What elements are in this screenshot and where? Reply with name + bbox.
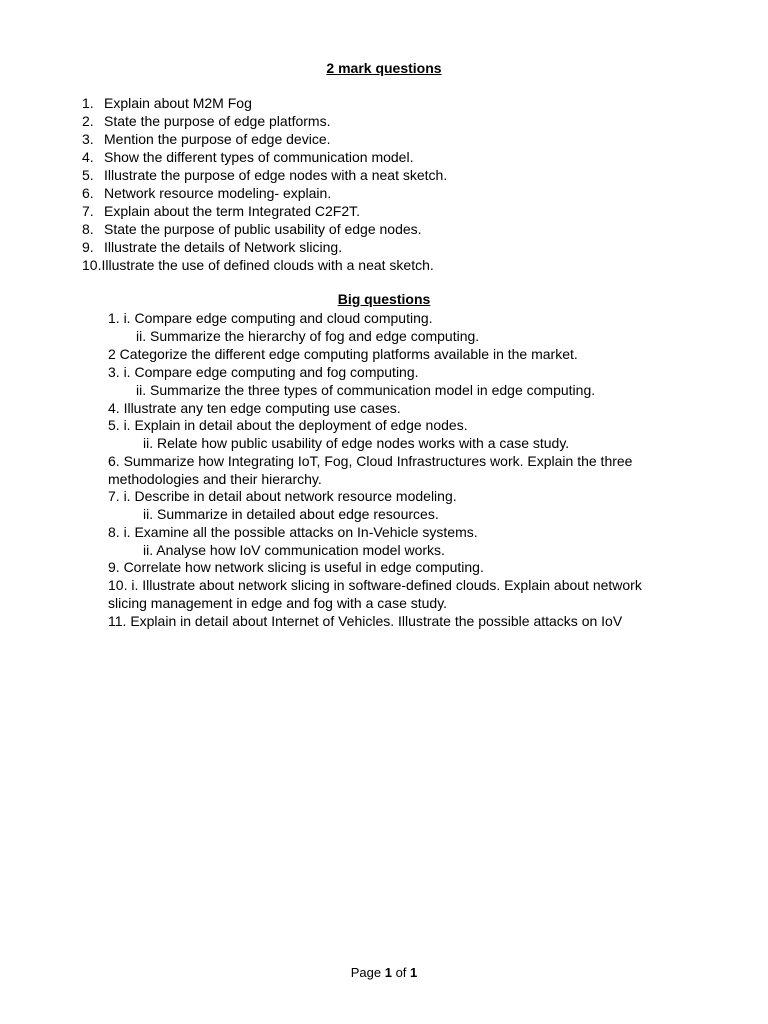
question-line: 10. i. Illustrate about network slicing in software-defined clouds. Explain about network [108, 577, 642, 593]
item-text: Illustrate the purpose of edge nodes with a neat sketch. [104, 167, 448, 183]
item-number: 2. [82, 113, 94, 129]
item-number: 6. [82, 185, 94, 201]
item-number: 5. [82, 167, 94, 183]
page-footer [0, 965, 768, 980]
list-item [82, 238, 342, 256]
item-text: Network resource modeling- explain. [104, 185, 332, 201]
list-item [82, 184, 331, 202]
item-number: 3. [82, 131, 94, 147]
list-item [82, 166, 447, 184]
question-subline: ii. Analyse how IoV communication model works. [143, 542, 445, 558]
big-questions-heading: Big questions [337, 291, 431, 307]
question-line: 5. i. Explain in detail about the deployment of edge nodes. [108, 417, 468, 433]
item-text: Explain about the term Integrated C2F2T. [104, 203, 361, 219]
question-line: 9. Correlate how network slicing is useful in edge computing. [108, 559, 484, 575]
question-line-continued: slicing management in edge and fog with a case study. [108, 595, 448, 611]
page-total: 1 [410, 965, 418, 980]
item-text: Show the different types of communication model. [104, 149, 414, 165]
list-item [82, 148, 413, 166]
item-number: 10. [82, 257, 102, 273]
list-item [82, 94, 252, 112]
item-number: 8. [82, 221, 94, 237]
of-word: of [395, 965, 407, 980]
question-line: 3. i. Compare edge computing and fog computing. [108, 364, 419, 380]
list-item [82, 256, 434, 274]
question-line: 8. i. Examine all the possible attacks on In-Vehicle systems. [108, 524, 478, 540]
question-line: 1. i. Compare edge computing and cloud computing. [108, 310, 433, 326]
item-text: Illustrate the details of Network slicing. [104, 239, 343, 255]
question-line-continued: methodologies and their hierarchy. [108, 471, 322, 487]
list-item [82, 130, 331, 148]
question-subline: ii. Summarize in detailed about edge resources. [143, 506, 439, 522]
question-subline: ii. Summarize the hierarchy of fog and edge computing. [136, 328, 480, 344]
question-line: 4. Illustrate any ten edge computing use cases. [108, 400, 401, 416]
item-number: 9. [82, 239, 94, 255]
item-text: Mention the purpose of edge device. [104, 131, 331, 147]
list-item [82, 202, 360, 220]
list-item [82, 112, 330, 130]
question-line: 6. Summarize how Integrating IoT, Fog, Cloud Infrastructures work. Explain the three [108, 453, 633, 469]
two-mark-heading: 2 mark questions [326, 60, 442, 76]
item-number: 7. [82, 203, 94, 219]
page-number: 1 [384, 965, 392, 980]
question-subline: ii. Summarize the three types of communication model in edge computing. [136, 382, 596, 398]
question-line: 2 Categorize the different edge computing platforms available in the market. [108, 346, 578, 362]
list-item [82, 220, 422, 238]
item-text: Explain about M2M Fog [104, 95, 252, 111]
item-text: State the purpose of public usability of edge nodes. [104, 221, 422, 237]
item-text: Illustrate the use of defined clouds with a neat sketch. [101, 257, 434, 273]
question-line: 11. Explain in detail about Internet of Vehicles. Illustrate the possible attacks on IoV [108, 613, 623, 629]
question-subline: ii. Relate how public usability of edge nodes works with a case study. [143, 435, 570, 451]
item-text: State the purpose of edge platforms. [104, 113, 331, 129]
page-word: Page [350, 965, 382, 980]
question-line: 7. i. Describe in detail about network resource modeling. [108, 488, 457, 504]
item-number: 1. [82, 95, 94, 111]
item-number: 4. [82, 149, 94, 165]
